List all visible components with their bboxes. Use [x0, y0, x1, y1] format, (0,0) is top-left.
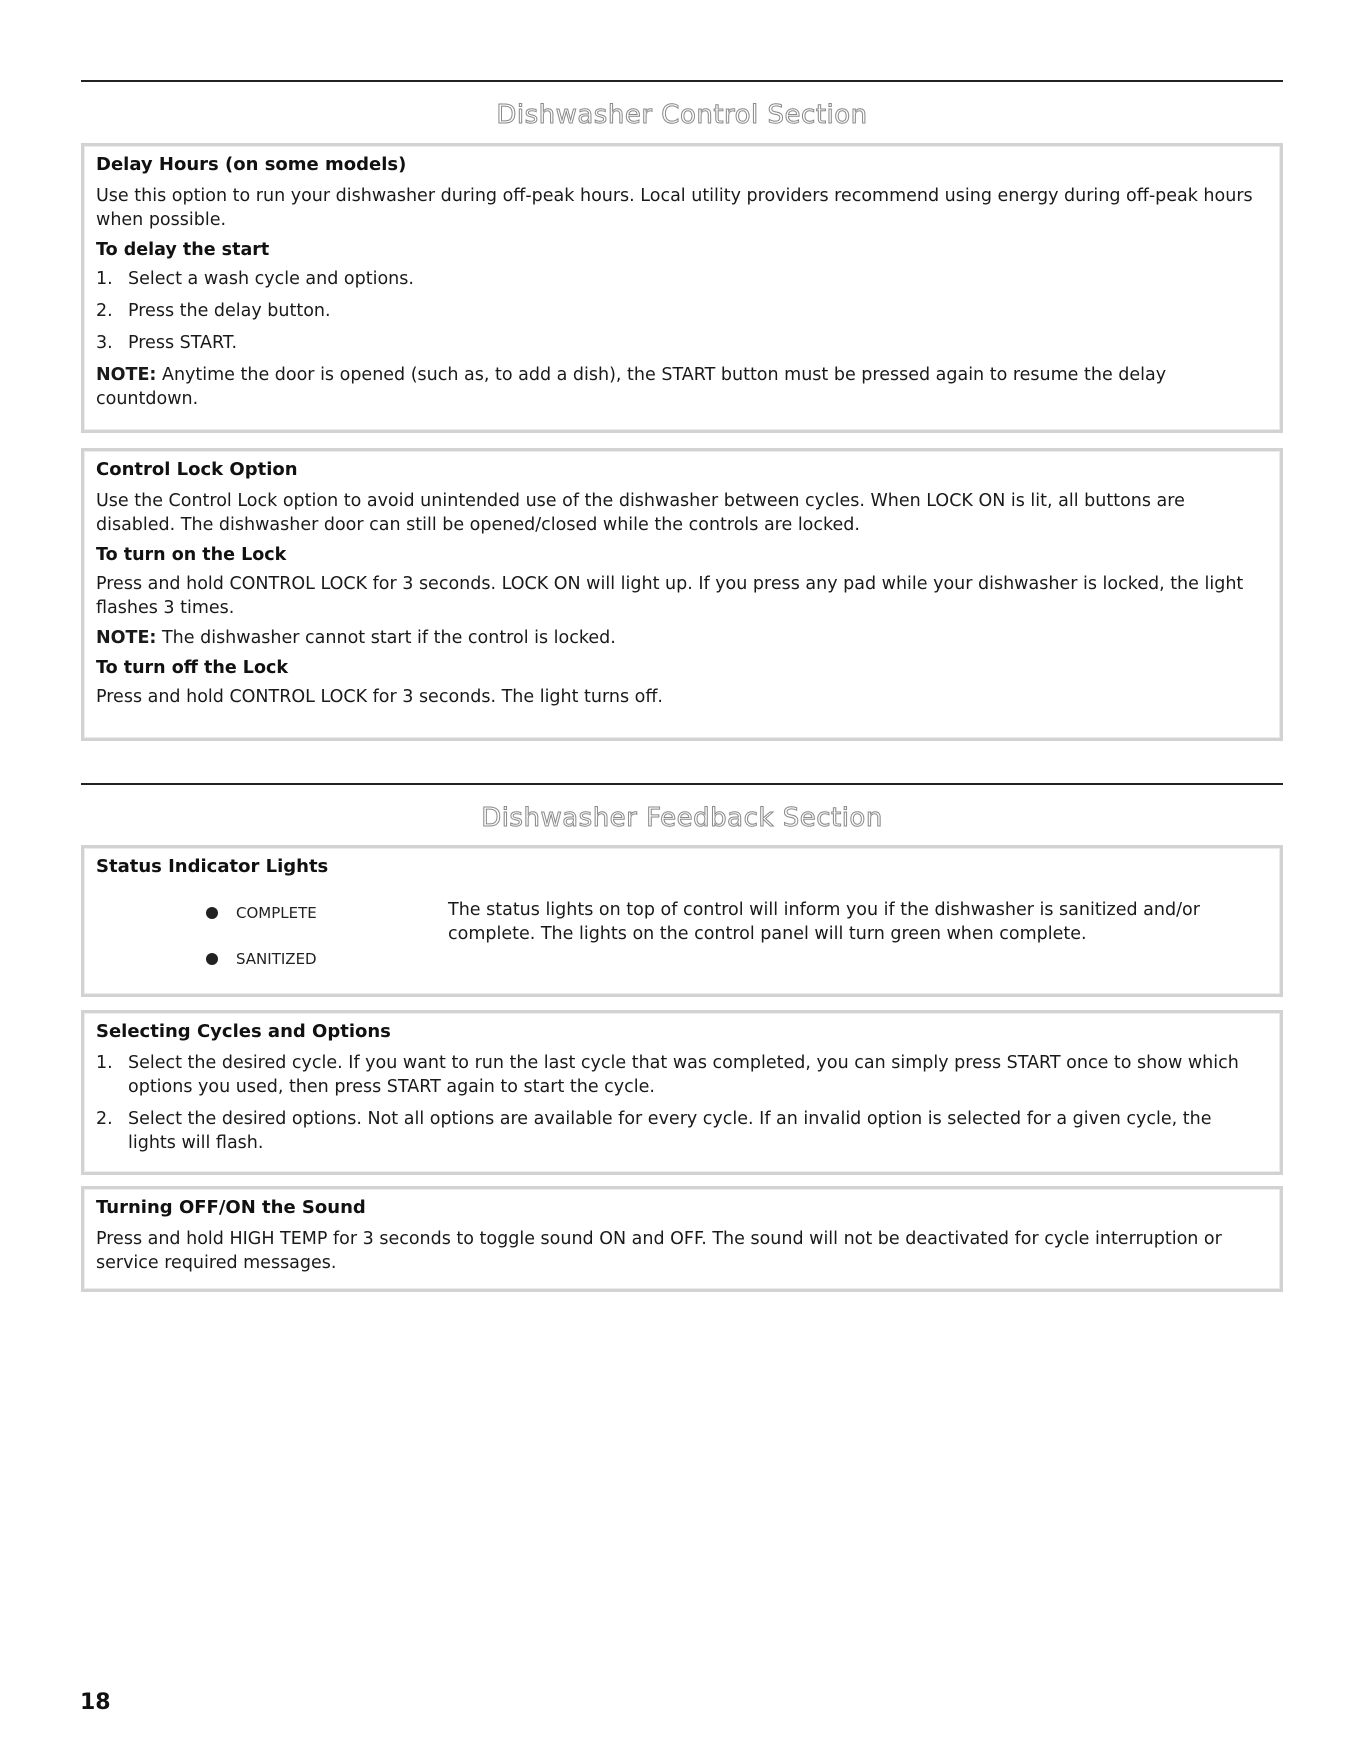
selecting-cycles-box	[81, 1010, 1283, 1175]
delay-hours-heading: Delay Hours (on some models)	[96, 154, 407, 175]
delay-hours-box	[81, 143, 1283, 433]
page-number: 18	[80, 1690, 111, 1715]
sound-text: Press and hold HIGH TEMP for 3 seconds to toggle sound ON and OFF. The sound will not be deactivated for cycle interruption or service required messages.	[96, 1229, 1222, 1273]
status-dot-icon	[206, 907, 218, 919]
lock-off-text: Press and hold CONTROL LOCK for 3 seconds. The light turns off.	[96, 687, 663, 707]
delay-start-subheading: To delay the start	[96, 240, 270, 260]
selecting-cycles-heading: Selecting Cycles and Options	[96, 1021, 391, 1042]
lock-note	[96, 626, 1264, 650]
status-lights-description: The status lights on top of control will inform you if the dishwasher is sanitized and/or complete. The lights on the control panel will turn green when complete.	[448, 900, 1200, 944]
status-lights-heading: Status Indicator Lights	[96, 856, 329, 877]
control-lock-box	[81, 448, 1283, 741]
sound-box	[81, 1186, 1283, 1292]
sound-heading: Turning OFF/ON the Sound	[96, 1197, 366, 1218]
complete-indicator	[206, 904, 317, 922]
sanitized-indicator	[206, 950, 317, 968]
status-lights-content	[96, 886, 1264, 996]
note-text: Anytime the door is opened (such as, to add a dish), the START button must be pressed again to resume the delay countdown.	[96, 365, 1167, 409]
note-label: NOTE:	[96, 628, 157, 648]
sanitized-label: SANITIZED	[236, 950, 317, 968]
top-divider	[81, 80, 1283, 82]
selecting-step: 2. Select the desired options. Not all options are available for every cycle. If an invalid option is selected for a given cycle, the lights will flash.	[96, 1109, 1212, 1153]
delay-step: 3. Press START.	[96, 333, 238, 353]
note-text: The dishwasher cannot start if the control is locked.	[156, 628, 616, 648]
control-lock-intro: Use the Control Lock option to avoid unintended use of the dishwasher between cycles. When LOCK ON is lit, all buttons are disabled. The dishwasher door can still be opened/closed while the controls are locked.	[96, 491, 1185, 535]
complete-label: COMPLETE	[236, 904, 317, 922]
note-label: NOTE:	[96, 365, 157, 385]
control-section-title: Dishwasher Control Section	[496, 100, 868, 130]
lock-on-subheading: To turn on the Lock	[96, 545, 287, 565]
lock-on-text: Press and hold CONTROL LOCK for 3 seconds. LOCK ON will light up. If you press any pad while your dishwasher is locked, the light flashes 3 times.	[96, 574, 1244, 618]
status-lights-box	[81, 845, 1283, 997]
delay-step: 2. Press the delay button.	[96, 301, 331, 321]
delay-note	[96, 363, 1264, 411]
feedback-section-title: Dishwasher Feedback Section	[481, 803, 883, 833]
lock-off-subheading: To turn off the Lock	[96, 658, 288, 678]
middle-divider	[81, 783, 1283, 785]
control-lock-heading: Control Lock Option	[96, 459, 298, 480]
status-dot-icon	[206, 953, 218, 965]
delay-step: 1. Select a wash cycle and options.	[96, 269, 414, 289]
delay-hours-intro: Use this option to run your dishwasher during off-peak hours. Local utility providers recommend using energy during off-peak hours when possible.	[96, 186, 1253, 230]
selecting-step: 1. Select the desired cycle. If you want to run the last cycle that was completed, you can simply press START once to show which options you used, then press START again to start the cycle.	[96, 1053, 1239, 1097]
